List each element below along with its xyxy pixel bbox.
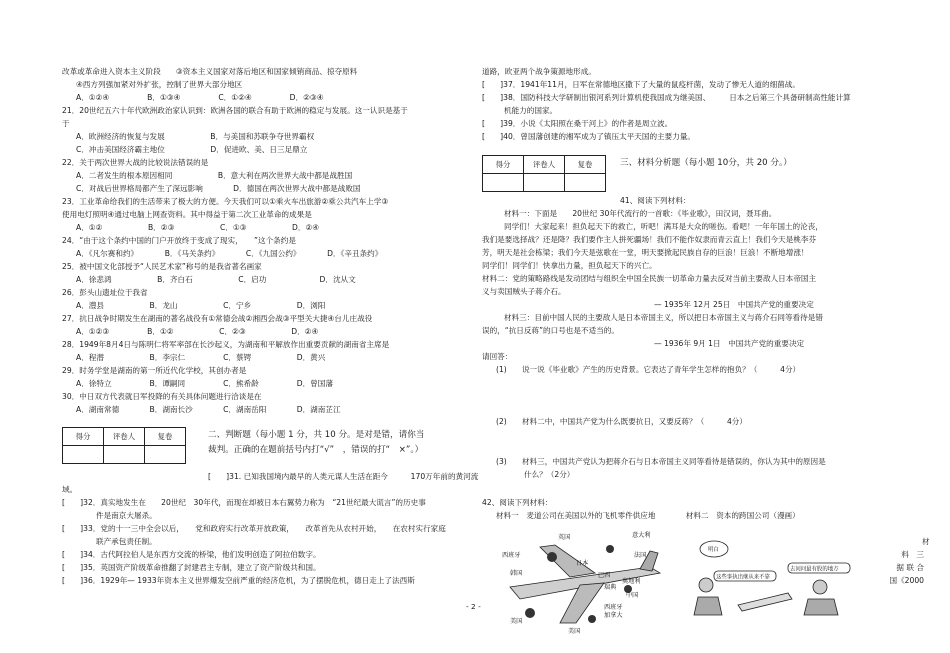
- q24-stem: 24．“由于这个条约中国的门户开放终于变成了现实， ”这个条约是: [62, 236, 296, 245]
- q41-material1: 材料一：下面是 20世纪 30年代流行的一首歌：《毕业歌》，田汉词，聂耳曲。: [504, 209, 777, 218]
- q20-answers: A．①②④ B．①③④ C．①②④ D．②③④: [76, 93, 324, 102]
- side-text: 国《2000: [889, 576, 924, 585]
- q41-lyrics: 芳，明天是社会栋梁；我们今天是弦歌在一堂，明天要掀起民族自存的巨浪！巨浪！不断地增涨！: [482, 248, 809, 257]
- q41-material2: 材料二：党的策略路线是发动团结与组织全中国全民族一切革命力量去反对当前主要敌人日本帝国主: [482, 274, 817, 283]
- q41-sub1: (1) 说一说《毕业歌》产生的历史背景。它表达了青年学生怎样的抱负？（ 4分）: [496, 365, 801, 374]
- q41-lyrics: 我们是要选择战？还是降？我们要作主人拼死疆场！我们不能作奴隶而青云直上！我们今天是桃李芬: [482, 235, 817, 244]
- airplane-parts-cartoon: [500, 527, 670, 637]
- q38-cont: 机能力的国家。: [504, 106, 558, 115]
- side-text: 据 联 合: [896, 563, 924, 572]
- side-text: 材: [922, 537, 930, 546]
- q21-stem-cont: 于: [62, 119, 70, 128]
- country-label: 英国: [558, 534, 571, 541]
- score-cell[interactable]: [483, 174, 524, 192]
- bubble-text: 明白: [708, 547, 719, 553]
- q23-answers: A．①② B．②③ C．①③ D．②④: [76, 223, 320, 232]
- q32: [ ]32．真实地发生在 20世纪 30年代，而现在却被日本右翼势力称为 “21世纪最大谎言”的历史事: [62, 498, 426, 507]
- country-label: 瑞典: [604, 584, 617, 591]
- q41-sub3: (3) 材料三，中国共产党认为把蒋介石与日本帝国主义同等看待是错误的，你认为其中的原因是: [496, 457, 826, 466]
- country-label: 西班牙: [502, 552, 521, 559]
- worker-icon: [525, 608, 535, 618]
- airplane-icon: [738, 593, 792, 611]
- reviewer-header: 复卷: [565, 156, 606, 174]
- worker-icon: [547, 552, 557, 562]
- country-label: 美国: [568, 628, 581, 635]
- country-label: 日本: [576, 560, 589, 567]
- q34: [ ]34．古代阿拉伯人是东西方交流的桥梁，他们发明创造了阿拉伯数字。: [62, 550, 321, 559]
- q42-intro: 42、阅读下列材料：: [482, 498, 553, 507]
- q20-option-line: 改革或革命进入资本主义阶段 ③资本主义国家对落后地区和国家倾销商品、掠夺原料: [62, 67, 358, 76]
- score-header: 得分: [483, 156, 524, 174]
- q21-answers: A．欧洲经济的恢复与发展 B．与美国和苏联争夺世界霸权: [76, 132, 315, 141]
- q41-lyrics: 同学们！同学们！快拿出力量，担负起天下的兴亡。: [482, 261, 657, 270]
- country-label: 西班牙: [604, 604, 623, 611]
- q26-stem: 26．彭头山遗址位于我省: [62, 288, 148, 297]
- transnational-cartoon: [688, 527, 858, 617]
- q41-lyrics: 同学们！大家起来！担负起天下的救亡，听吧！满耳是大众的嗟伤。看吧！一年年国土的沦丧，: [504, 222, 823, 231]
- q33: [ ]33．党的十一三中全会以后， 党和政府实行改革开放政策， 改革首先从农村开始， 在农村实行家庭: [62, 524, 446, 533]
- q22-answers: C．对战后世界格局都产生了深远影响 D．德国在两次世界大战中都是战败国: [76, 184, 361, 193]
- q27-stem: 27．抗日战争时期发生在湖南的著名战役有①常德会战②湘西会战③平型关大捷④台儿庄战役: [62, 314, 373, 323]
- country-label: 中国: [626, 592, 639, 599]
- q41-intro: 41、阅读下列材料：: [620, 196, 691, 205]
- section2-title-cont: 裁判。正确的在题前括号内打“√” ，错误的打“ ×”。）: [208, 445, 424, 455]
- q39: [ ]39．小说《太阳照在桑干河上》的作者是周立波。: [482, 119, 673, 128]
- q29-answers: A．徐特立 B．谭嗣同 C．熊希龄 D．曾国藩: [76, 379, 333, 388]
- q24-answers: A．《凡尔赛和约》 B．《马关条约》 C．《九国公约》 D．《辛丑条约》: [76, 249, 383, 258]
- q32-cont: 件是南京大屠杀。: [96, 511, 157, 520]
- q41-prompt: 请回答：: [482, 352, 513, 361]
- q30-stem: 30．中日双方代表就日军投降的有关具体问题进行洽谈是在: [62, 392, 262, 401]
- q26-answers: A．澧县 B．龙山 C．宁乡 D．浏阳: [76, 301, 326, 310]
- q27-answers: A．①②③ B．①② C．②③ D．②④: [76, 327, 319, 336]
- country-label: 意大利: [632, 532, 651, 539]
- q31-cont: 域。: [62, 485, 78, 494]
- q22-stem: 22．关于两次世界大战的比较说法错误的是: [62, 158, 209, 167]
- bubble-text: 去问问最有股的地方: [790, 566, 839, 573]
- q41-material2-source: — 1935年 12月 25日 中国共产党的重要决定: [654, 300, 814, 309]
- q28-answers: A．程潜 B．李宗仁 C．蔡锷 D．黄兴: [76, 353, 326, 362]
- person-icon: [699, 578, 713, 592]
- q21-stem: 21．20世纪五六十年代欧洲政治家认识到：欧洲各国的联合有助于欧洲的稳定与发展。这一认识是基于: [62, 106, 408, 115]
- reviewer-header: 复卷: [145, 428, 186, 446]
- q25-stem: 25．被中国文化部授予“人民艺术家”称号的是我省著名画家: [62, 262, 262, 271]
- section2-title: 二、判断题（每小题 1 分，共 10 分。是对是错，请你当: [208, 430, 425, 440]
- country-label: 法国: [634, 552, 647, 559]
- q41-material3-source: — 1936年 9月 1日 中国共产党的重要决定: [654, 339, 805, 348]
- q28-stem: 28．1949年8月4日与陈明仁将军率部在长沙起义，为湖南和平解放作出重要贡献的湖南省主席是: [62, 340, 390, 349]
- person-icon: [694, 597, 722, 615]
- country-label: 巴西: [598, 572, 611, 579]
- worker-icon: [606, 545, 614, 553]
- score-header: 得分: [63, 428, 104, 446]
- q21-answers: C．冲击美国经济霸主地位 D．促进欧、美、日三足鼎立: [76, 145, 308, 154]
- side-text: 料 三: [901, 550, 924, 559]
- grader-header: 评卷人: [104, 428, 145, 446]
- person-icon: [804, 599, 838, 615]
- person-icon: [813, 580, 827, 594]
- q37: [ ]37．1941年11月，日军在常德地区撒下了大量的鼠疫杆菌，发动了惨无人道的细菌战。: [482, 80, 800, 89]
- worker-icon: [588, 615, 596, 623]
- grader-cell[interactable]: [524, 174, 565, 192]
- q35: [ ]35．英国资产阶级革命推翻了封建君主专制，建立了资产阶级共和国。: [62, 563, 321, 572]
- q41-sub2: (2) 材料二中，中国共产党为什么既要抗日，又要反蒋？（ 4分）: [496, 417, 747, 426]
- q33-cont: 联产承包责任制。: [96, 537, 157, 546]
- country-label: 韩国: [510, 570, 523, 577]
- q20-option-line: ④西方列强加紧对外扩张，控制了世界大部分地区: [76, 80, 243, 89]
- country-label: 加拿大: [604, 612, 623, 619]
- q41-material3: 材料三：目前中国人民的主要敌人是日本帝国主义，所以把日本帝国主义与蒋介石同等看待是错: [504, 313, 823, 322]
- reviewer-cell[interactable]: [145, 446, 186, 464]
- q31: [ ]31. 已知我国境内最早的人类元谋人生活在距今 170万年前的黄河流: [208, 472, 479, 481]
- page-number: - 2 -: [466, 602, 481, 611]
- reviewer-cell[interactable]: [565, 174, 606, 192]
- q23-stem: 23．工业革命给我们的生活带来了极大的方便。今天我们可以①乘火车出旅游②乘公共汽车上学③: [62, 197, 389, 206]
- country-label: 美国: [510, 618, 523, 625]
- q42-materials: 材料一 麦道公司在美国以外的飞机零件供应地 材料二 资本的跨国公司（漫画）: [496, 511, 800, 520]
- q29-stem: 29．时务学堂是湖南的第一所近代化学校，其创办者是: [62, 366, 247, 375]
- q41-material2-cont: 义与卖国贼头子蒋介石。: [482, 287, 566, 296]
- q36: [ ]36．1929年— 1933年资本主义世界爆发空前严重的经济危机，为了摆脱危机，德日走上了法西斯: [62, 576, 415, 585]
- q23-stem-cont: 使用电灯照明④通过电脑上网查资料。其中得益于第二次工业革命的成果是: [62, 210, 312, 219]
- country-label: 奥地利: [622, 578, 641, 585]
- q41-material3-cont: 误的，“抗日反蒋”的口号也是不适当的。: [482, 326, 619, 335]
- q40: [ ]40．曾国藩创建的湘军成为了镇压太平天国的主要力量。: [482, 132, 696, 141]
- score-table: [482, 155, 606, 192]
- score-table: [62, 427, 186, 464]
- grader-cell[interactable]: [104, 446, 145, 464]
- grader-header: 评卷人: [524, 156, 565, 174]
- q30-answers: A．湖南常德 B．湖南长沙 C．湖南岳阳 D．湖南芷江: [76, 405, 341, 414]
- q36-cont: 道路，欧亚两个战争策源地形成。: [482, 67, 596, 76]
- q41-sub3-cont: 什么？（2分）: [524, 470, 575, 479]
- score-cell[interactable]: [63, 446, 104, 464]
- bubble-text: 这些事执出继从来不靠: [716, 574, 770, 581]
- section3-title: 三、材料分析题（每小题 10分，共 20 分。）: [620, 158, 792, 168]
- q38: [ ]38．国防科技大学研制出银河系列计算机使我国成为继美国、 日本之后第三个具备研制高性能计算: [482, 93, 851, 102]
- q25-answers: A．徐悲鸿 B．齐白石 C．启功 D．沈从文: [76, 275, 356, 284]
- q22-answers: A．二者发生的根本原因相同 B．意大利在两次世界大战中都是战胜国: [76, 171, 353, 180]
